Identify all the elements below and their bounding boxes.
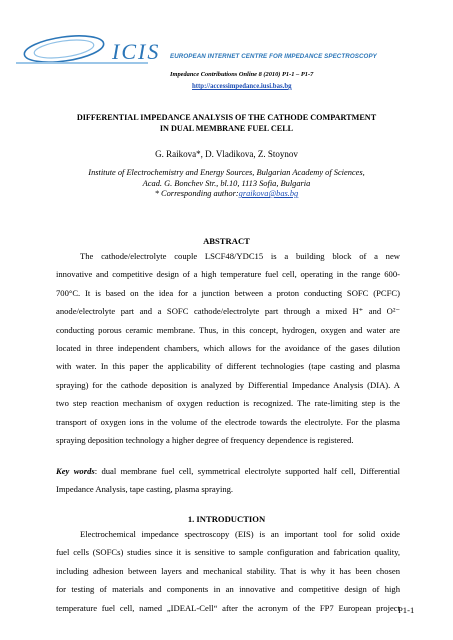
abstract-line: 700°C. It is based on the idea for a junction between a proton conducting SOFC (PCFC) <box>56 287 400 298</box>
logo-underline <box>16 62 148 64</box>
abstract-heading: ABSTRACT <box>203 236 250 246</box>
keywords <box>56 462 400 499</box>
title-line-2: IN DUAL MEMBRANE FUEL CELL <box>159 124 294 133</box>
corresponding-email-link[interactable]: graikova@bas.bg <box>238 189 299 198</box>
abstract-line: located in three independent chambers, which allows for the avoidance of the gases dilution <box>56 343 400 354</box>
corresponding-label: * Corresponding author: <box>154 189 239 198</box>
keywords-label: Key words <box>56 466 95 476</box>
introduction-line: Electrochemical impedance spectroscopy (EIS) is an important tool for solid oxide <box>80 529 400 539</box>
abstract-line: transport of oxygen ions in the volume of the electrode towards the electrolyte. For the plasma <box>56 416 400 427</box>
affiliation-line-2: Acad. G. Bonchev Str., bl.10, 1113 Sofia, Bulgaria <box>142 178 311 188</box>
centre-name: EUROPEAN INTERNET CENTRE FOR IMPEDANCE SPECTROSCOPY <box>170 53 377 60</box>
keywords-line-1 <box>56 462 400 480</box>
introduction-body <box>56 525 400 617</box>
icis-logo-swoosh <box>20 32 108 66</box>
authors: G. Raikova*, D. Vladikova, Z. Stoynov <box>155 149 298 159</box>
abstract-line: innovative and competitive design of a high temperature fuel cell, operating in the range 600- <box>56 269 400 280</box>
abstract-line: conducting porous ceramic membrane. Thus, in this concept, hydrogen, oxygen and water are <box>56 324 400 335</box>
abstract-line: spraying) for the cathode deposition is analyzed by Differential Impedance Analysis (DIA). A <box>56 379 400 390</box>
abstract-body <box>56 247 400 449</box>
abstract-line: spraying deposition technology a higher degree of frequency dependence is registered. <box>56 435 354 446</box>
introduction-heading: 1. INTRODUCTION <box>187 514 266 524</box>
introduction-line: fuel cells (SOFCs) studies since it is sensitive to sample configuration and fabrication quality, <box>56 547 400 558</box>
title-line-1: DIFFERENTIAL IMPEDANCE ANALYSIS OF THE CATHODE COMPARTMENT <box>76 113 377 122</box>
corresponding-author <box>20 189 433 200</box>
abstract-line: two step reaction mechanism of oxygen reduction is recognized. The rate-limiting step is the <box>56 398 400 409</box>
affiliation <box>20 168 433 200</box>
introduction-line: including adhesion between layers and mechanical stability. That is why it has been chosen <box>56 565 400 576</box>
journal-reference: Impedance Contributions Online 8 (2010) P1-1 – P1-7 <box>170 71 314 78</box>
keywords-line-2: Impedance Analysis, tape casting, plasma spraying. <box>56 484 234 495</box>
paper-title <box>40 112 413 134</box>
abstract-line: anode/electrolyte part and a SOFC cathode/electrolyte part through a mixed H⁺ and O²⁻ <box>56 306 400 317</box>
journal-url-link[interactable]: http://accessimpedance.iusi.bas.bg <box>192 83 292 90</box>
introduction-line: for testing of materials and components in an innovative and competitive design of high <box>56 584 400 595</box>
page-number: P1-1 <box>398 605 415 615</box>
introduction-line: temperature fuel cell, named „IDEAL-Cell“ after the acronym of the FP7 European project <box>56 602 400 613</box>
keywords-text: : dual membrane fuel cell, symmetrical electrolyte supported half cell, Differential <box>94 466 400 476</box>
icis-logo-text: ICIS <box>112 39 161 64</box>
abstract-line: with water. In this paper the applicability of different technologies (tape casting and plasma <box>56 361 400 372</box>
affiliation-line-1: Institute of Electrochemistry and Energy Sources, Bulgarian Academy of Sciences, <box>88 168 365 177</box>
abstract-line: The cathode/electrolyte couple LSCF48/YDC15 is a building block of a new <box>80 251 400 261</box>
